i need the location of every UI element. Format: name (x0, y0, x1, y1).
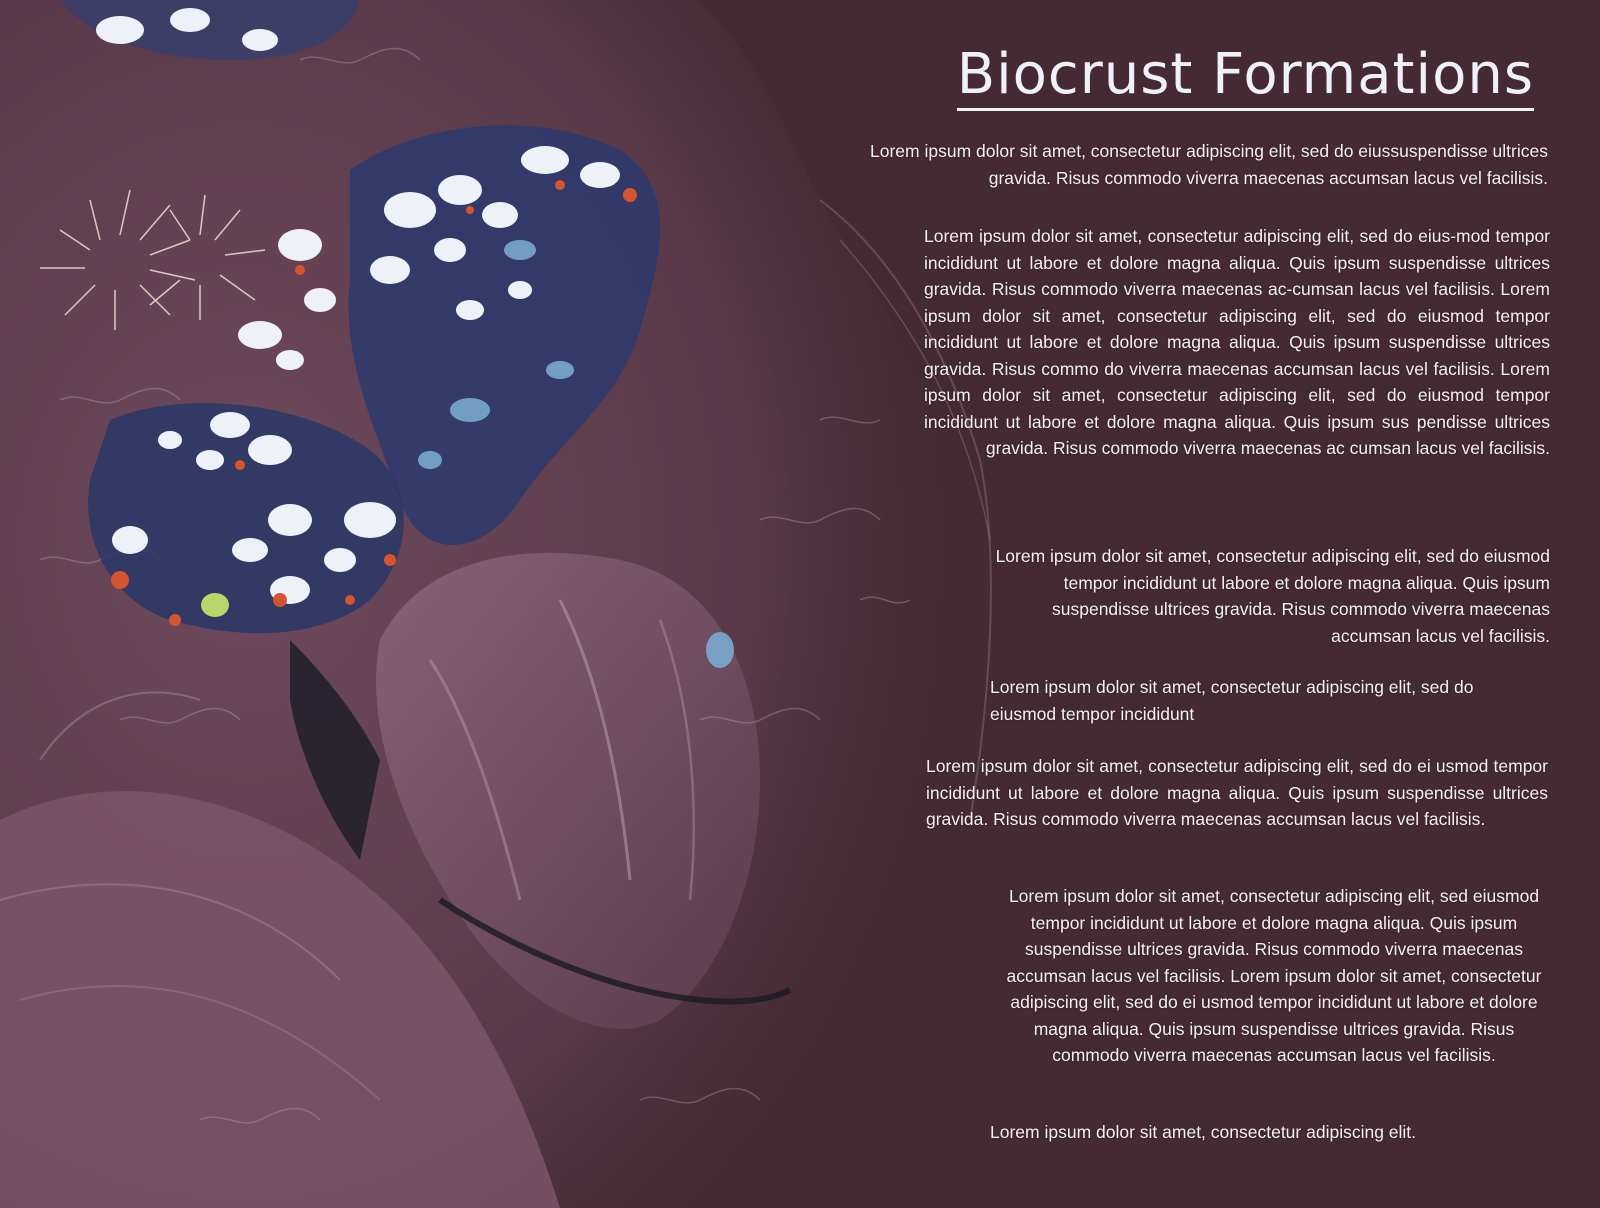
paragraph-2: Lorem ipsum dolor sit amet, consectetur adipiscing elit, sed do eius-mod tempor incididunt ut labore et dolore magna aliqua. Quis ipsum suspendisse ultrices gravida. Risus commodo viverra maecenas ac-cumsan lacus vel facilisis. Lorem ipsum dolor sit amet, consectetur adipiscing elit, sed do eiusmod tempor incididunt ut labore et dolore magna aliqua. Quis ipsum suspendisse ultrices gravida. Risus commo do viverra maecenas accumsan lacus vel facilisis. Lorem ipsum dolor sit amet, consectetur adipiscing elit, sed do eiusmod tempor incididunt ut labore et dolore magna aliqua. Quis ipsum sus pendisse ultrices gravida. Risus commodo viverra maecenas ac cumsan lacus vel facilisis. (924, 226, 1550, 458)
paragraph-1: Lorem ipsum dolor sit amet, consectetur adipiscing elit, sed do eiussuspendisse ultrices gravida. Risus commodo viverra maecenas accumsan lacus vel facilisis. (870, 141, 1548, 188)
paragraph-5: Lorem ipsum dolor sit amet, consectetur adipiscing elit, sed do ei usmod tempor incididunt ut labore et dolore magna aliqua. Quis ipsum suspendisse ultrices gravida. Risus commodo viverra maecenas accumsan lacus vel facilisis. (926, 756, 1548, 829)
page-title: Biocrust Formations (957, 44, 1534, 111)
paragraph-6: Lorem ipsum dolor sit amet, consectetur adipiscing elit, sed eiusmod tempor incididunt ut labore et dolore magna aliqua. Quis ipsum suspendisse ultrices gravida. Risus commodo viverra maecenas accumsan lacus vel facilisis. Lorem ipsum dolor sit amet, consectetur adipiscing elit, sed do ei usmod tempor incididunt ut labore et dolore magna aliqua. Quis ipsum suspendisse ultrices gravida. Risus commodo viverra maecenas accumsan lacus vel facilisis. (1006, 886, 1542, 1065)
paragraph-3: Lorem ipsum dolor sit amet, consectetur adipiscing elit, sed do eiusmod tempor incididunt ut labore et dolore magna aliqua. Quis ipsum suspendisse ultrices gravida. Risus commodo viverra maecenas accumsan lacus vel facilisis. (995, 546, 1550, 646)
paragraph-7: Lorem ipsum dolor sit amet, consectetur adipiscing elit. (990, 1122, 1417, 1142)
paragraph-4: Lorem ipsum dolor sit amet, consectetur adipiscing elit, sed do eiusmod tempor incididunt (990, 677, 1474, 724)
